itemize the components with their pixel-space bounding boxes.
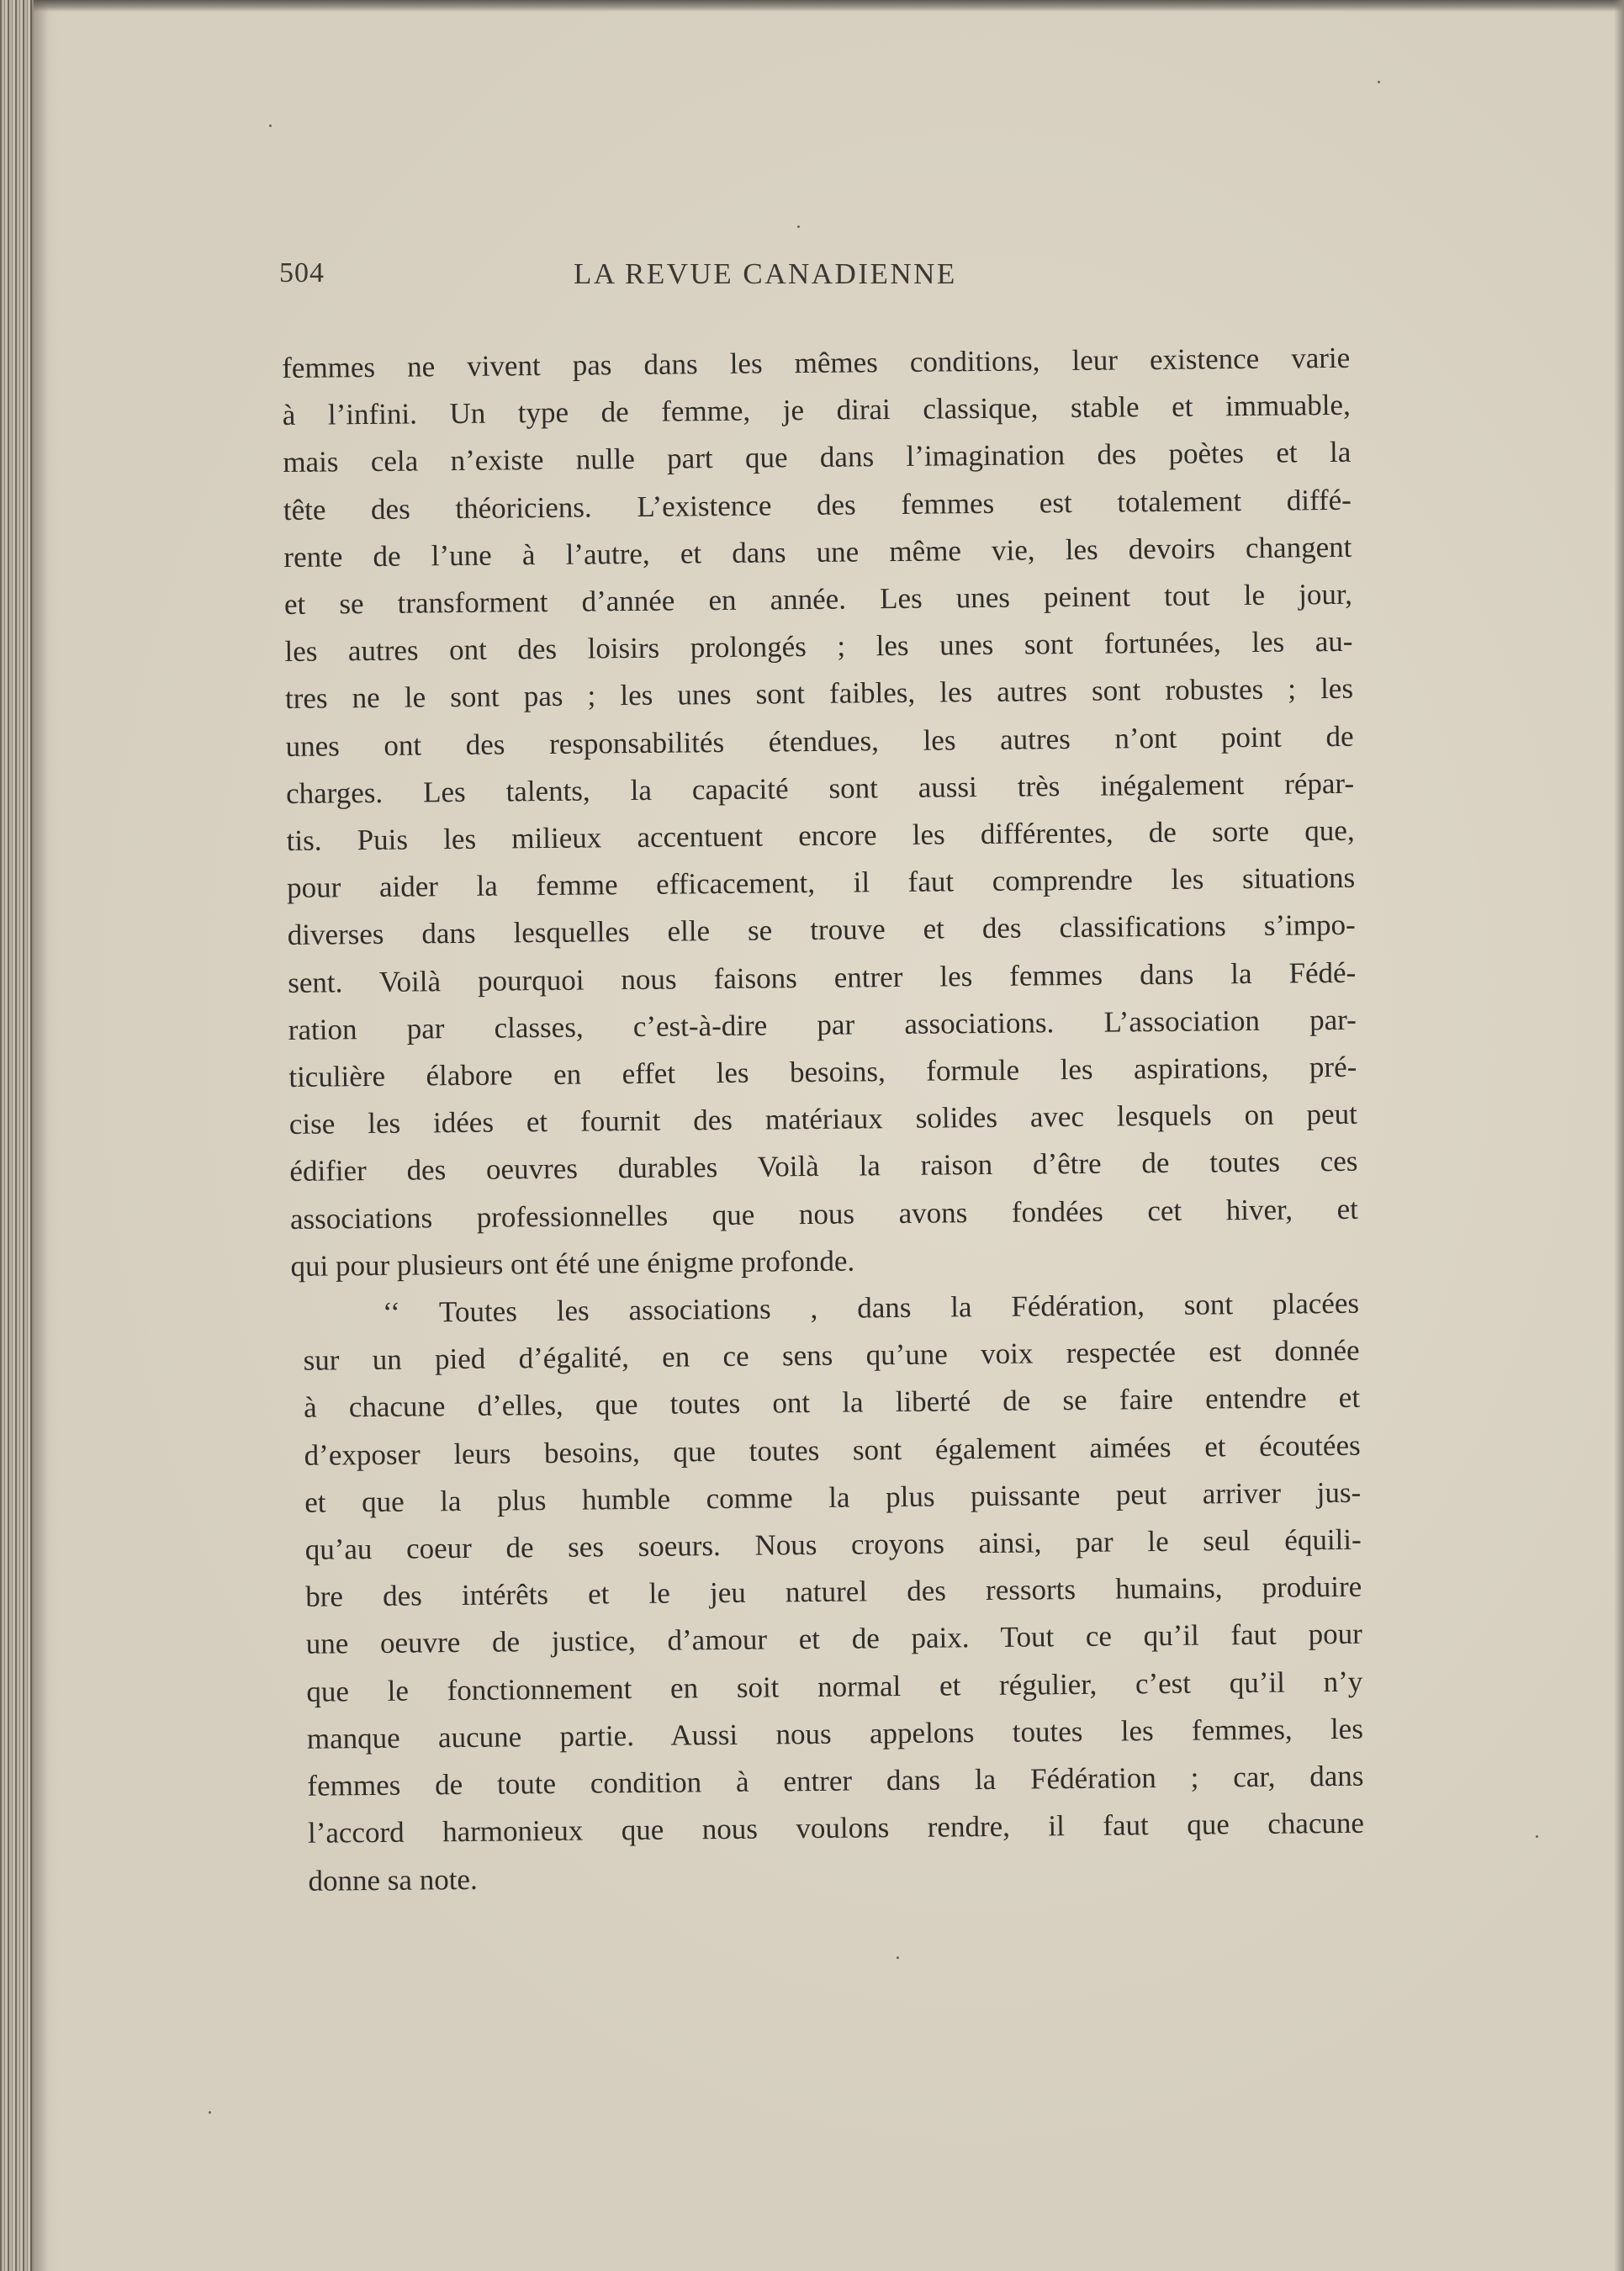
text-line: sent. Voilà pourquoi nous faisons entrer les femmes dans la Fédé-: [288, 956, 1357, 999]
text-line: unes ont des responsabilités étendues, les autres n’ont point de: [285, 719, 1354, 763]
text-line: à chacune d’elles, que toutes ont la liberté de se faire entendre et: [303, 1381, 1361, 1425]
running-head: [279, 257, 1347, 308]
text-line: édifier des oeuvres durables Voilà la raison d’être de toutes ces: [289, 1145, 1358, 1188]
text-line: qui pour plusieurs ont été une énigme profonde.: [290, 1244, 855, 1283]
text-line: sur un pied d’égalité, en ce sens qu’une voix respectée est donnée: [303, 1334, 1360, 1378]
text-line: charges. Les talents, la capacité sont aussi très inégalement répar-: [285, 766, 1355, 810]
paper-speck: [269, 124, 272, 127]
page-stack-edges: [0, 0, 34, 2271]
text-line: et se transforment d’année en année. Les unes peinent tout le jour,: [283, 577, 1353, 622]
text-line: associations professionnelles que nous avons fondées cet hiver, et: [289, 1192, 1359, 1236]
paper-speck: [897, 1956, 899, 1959]
text-line: donne sa note.: [308, 1862, 478, 1898]
text-line: les autres ont des loisirs prolongés ; les unes sont fortunées, les au-: [284, 625, 1353, 669]
text-line: qu’au coeur de ses soeurs. Nous croyons ainsi, par le seul équili-: [304, 1522, 1362, 1566]
text-line: ticulière élabore en effet les besoins, formule les aspirations, pré-: [288, 1050, 1357, 1094]
text-line: diverses dans lesquelles elle se trouve et des classifications s’impo-: [287, 908, 1356, 952]
paragraph-1: [282, 335, 1359, 1290]
text-line: cise les idées et fournit des matériaux solides avec lesquels on peut: [288, 1098, 1358, 1141]
text-line: femmes ne vivent pas dans les mêmes conditions, leur existence varie: [282, 341, 1351, 384]
text-line: pour aider la femme efficacement, il faut comprendre les situations: [287, 861, 1356, 905]
text-line: mais cela n’existe nulle part que dans l’imagination des poètes et la: [283, 436, 1352, 479]
text-line: à l’infini. Un type de femme, je dirai classique, stable et immuable,: [282, 389, 1351, 432]
page-number: 504: [279, 257, 325, 289]
journal-title: LA REVUE CANADIENNE: [574, 257, 957, 290]
gutter-shadow: [30, 0, 49, 2271]
text-line: femmes de toute condition à entrer dans la Fédération ; car, dans: [307, 1759, 1364, 1803]
text-line: l’accord harmonieux que nous voulons rendre, il faut que chacune: [307, 1807, 1365, 1850]
text-line: et que la plus humble comme la plus puissante peut arriver jus-: [304, 1475, 1362, 1519]
page-right-edge: [1614, 0, 1624, 2271]
paper-speck: [209, 2111, 211, 2114]
paper-speck: [797, 225, 800, 228]
text-line: d’exposer leurs besoins, que toutes sont également aimées et écoutées: [304, 1428, 1361, 1472]
paper-speck: [1536, 1835, 1538, 1838]
text-body: [282, 335, 1365, 1905]
text-line: tres ne le sont pas ; les unes sont faibles, les autres sont robustes ; les: [284, 672, 1354, 716]
text-line: rente de l’une à l’autre, et dans une même vie, les devoirs changent: [283, 530, 1352, 574]
text-line: ‘‘ Toutes les associations , dans la Fédération, sont placées: [382, 1286, 1360, 1329]
page-top-edge: [0, 0, 1624, 12]
text-line: tis. Puis les milieux accentuent encore les différentes, de sorte que,: [286, 813, 1355, 858]
text-line: tête des théoriciens. L’existence des femmes est totalement diffé-: [283, 483, 1352, 527]
paragraph-2: [303, 1280, 1365, 1905]
text-line: ration par classes, c’est-à-dire par associations. L’association par-: [288, 1003, 1357, 1046]
text-line: manque aucune partie. Aussi nous appelons toutes les femmes, les: [306, 1712, 1364, 1755]
text-line: une oeuvre de justice, d’amour et de paix. Tout ce qu’il faut pour: [305, 1617, 1362, 1661]
text-line: bre des intérêts et le jeu naturel des ressorts humains, produire: [305, 1570, 1362, 1614]
text-line: que le fonctionnement en soit normal et régulier, c’est qu’il n’y: [306, 1665, 1363, 1708]
paper-speck: [1378, 81, 1380, 83]
